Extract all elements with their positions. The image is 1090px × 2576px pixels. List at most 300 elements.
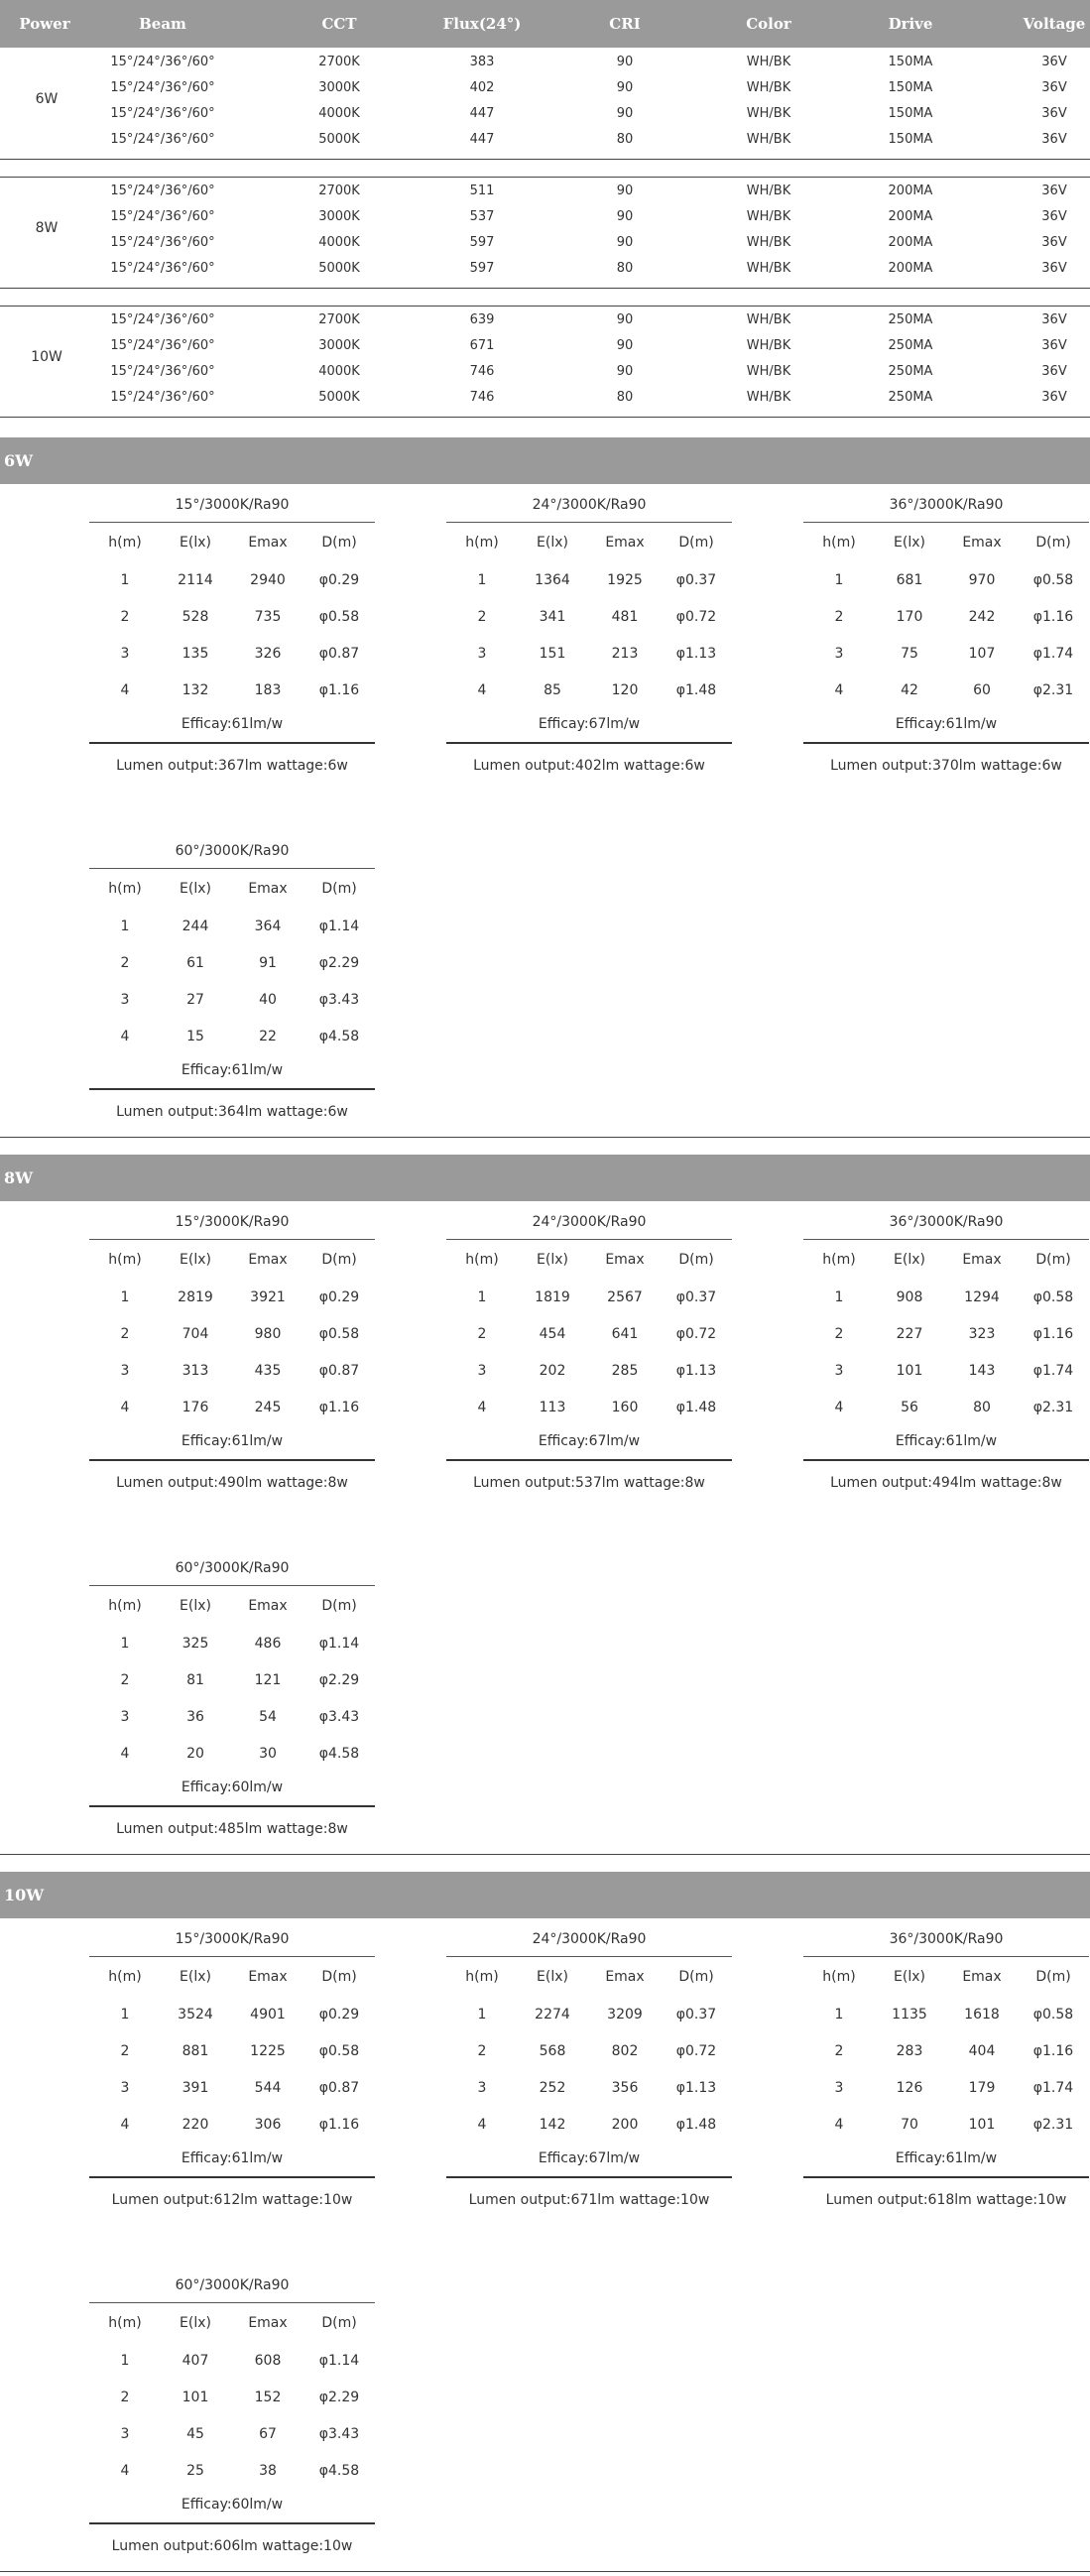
spec-cell-drive: 150MA xyxy=(888,80,933,95)
spec-cell-cct: 2700K xyxy=(318,312,360,327)
cell-emax: 152 xyxy=(254,2390,282,2405)
spec-cell-cri: 80 xyxy=(616,261,634,276)
table-row xyxy=(803,1353,1089,1389)
card-title-rule xyxy=(803,1956,1089,1957)
table-row xyxy=(446,562,732,598)
card-bottom-rule xyxy=(89,742,375,744)
spec-cell-color: WH/BK xyxy=(746,261,791,276)
cell-illuminance: 113 xyxy=(539,1400,566,1415)
spec-cell-beam: 15°/24°/36°/60° xyxy=(110,312,215,327)
column-header-height: h(m) xyxy=(822,535,856,551)
table-row xyxy=(89,1736,375,1772)
cell-height: 2 xyxy=(834,609,844,625)
table-row xyxy=(89,1626,375,1661)
column-header-illuminance: E(lx) xyxy=(180,881,211,897)
table-row xyxy=(446,1316,732,1352)
cell-illuminance: 36 xyxy=(186,1709,204,1725)
spec-cell-color: WH/BK xyxy=(746,235,791,250)
cell-illuminance: 101 xyxy=(896,1363,923,1379)
cell-illuminance: 132 xyxy=(182,682,209,698)
column-header-diameter: D(m) xyxy=(321,2315,357,2331)
card-bottom-rule xyxy=(89,2522,375,2524)
spec-cell-beam: 15°/24°/36°/60° xyxy=(110,338,215,353)
card-bottom-rule xyxy=(89,1459,375,1461)
spec-cell-drive: 150MA xyxy=(888,55,933,69)
column-header-illuminance: E(lx) xyxy=(537,1969,568,1985)
card-bottom-rule xyxy=(89,1088,375,1090)
photometric-card xyxy=(803,491,1089,789)
column-header-illuminance: E(lx) xyxy=(537,1252,568,1268)
spec-cell-cri: 90 xyxy=(616,312,634,327)
table-row xyxy=(89,1390,375,1425)
card-efficacy: Efficay:67lm/w xyxy=(538,1433,641,1449)
cell-illuminance: 454 xyxy=(539,1326,566,1342)
spec-cell-cct: 3000K xyxy=(318,80,360,95)
spec-group-10w xyxy=(0,306,1090,417)
cell-emax: 608 xyxy=(254,2353,282,2369)
header-drive: Drive xyxy=(888,15,933,33)
card-bottom-rule xyxy=(803,742,1089,744)
cell-height: 3 xyxy=(120,1709,130,1725)
spec-cell-cct: 4000K xyxy=(318,106,360,121)
cell-emax: 121 xyxy=(254,1672,282,1688)
card-lumen-output: Lumen output:402lm wattage:6w xyxy=(473,758,705,774)
card-header-row xyxy=(803,525,1089,560)
cell-height: 1 xyxy=(120,572,130,588)
table-row xyxy=(89,2453,375,2489)
cell-height: 1 xyxy=(834,572,844,588)
cell-illuminance: 151 xyxy=(539,646,566,662)
column-header-height: h(m) xyxy=(108,1252,142,1268)
section-bottom-rule xyxy=(0,1854,1090,1855)
column-header-illuminance: E(lx) xyxy=(180,535,211,551)
cell-height: 2 xyxy=(120,955,130,971)
cell-height: 2 xyxy=(834,1326,844,1342)
card-efficacy: Efficay:60lm/w xyxy=(181,2497,284,2513)
cell-diameter: φ1.16 xyxy=(1032,1326,1074,1342)
photometric-card xyxy=(803,1925,1089,2223)
cell-emax: 38 xyxy=(259,2463,277,2479)
section-title: 8W xyxy=(4,1168,34,1187)
cell-emax: 101 xyxy=(968,2117,996,2133)
spec-cell-cct: 4000K xyxy=(318,364,360,379)
cell-illuminance: 407 xyxy=(182,2353,209,2369)
card-lumen-output: Lumen output:537lm wattage:8w xyxy=(473,1475,705,1491)
spec-cell-flux: 746 xyxy=(469,364,495,379)
card-header-row xyxy=(803,1959,1089,1995)
cell-emax: 120 xyxy=(611,682,639,698)
cell-illuminance: 202 xyxy=(539,1363,566,1379)
card-efficacy: Efficay:67lm/w xyxy=(538,2150,641,2166)
column-header-diameter: D(m) xyxy=(321,1252,357,1268)
spec-cell-beam: 15°/24°/36°/60° xyxy=(110,55,215,69)
cell-diameter: φ1.13 xyxy=(675,646,717,662)
spec-table xyxy=(0,0,1090,427)
cell-height: 3 xyxy=(477,2080,487,2096)
cell-height: 2 xyxy=(120,2043,130,2059)
cell-height: 1 xyxy=(120,2007,130,2023)
table-row xyxy=(89,982,375,1018)
cell-diameter: φ1.16 xyxy=(1032,2043,1074,2059)
cell-height: 3 xyxy=(477,1363,487,1379)
spec-divider xyxy=(0,177,1090,178)
card-title: 60°/3000K/Ra90 xyxy=(175,2277,290,2293)
cell-diameter: φ1.48 xyxy=(675,2117,717,2133)
spec-divider xyxy=(0,288,1090,289)
cell-diameter: φ0.29 xyxy=(318,1289,360,1305)
cell-illuminance: 1364 xyxy=(535,572,570,588)
photometric-card xyxy=(446,1208,732,1506)
cell-illuminance: 170 xyxy=(896,609,923,625)
cell-emax: 1925 xyxy=(607,572,643,588)
spec-cell-beam: 15°/24°/36°/60° xyxy=(110,235,215,250)
spec-cell-voltage: 36V xyxy=(1041,55,1067,69)
cell-height: 4 xyxy=(120,682,130,698)
cell-diameter: φ1.14 xyxy=(318,1636,360,1652)
column-header-diameter: D(m) xyxy=(321,881,357,897)
card-title-rule xyxy=(446,1956,732,1957)
card-title-rule xyxy=(446,522,732,523)
column-header-emax: Emax xyxy=(248,2315,288,2331)
cell-diameter: φ1.16 xyxy=(318,682,360,698)
cell-emax: 91 xyxy=(259,955,277,971)
column-header-height: h(m) xyxy=(822,1252,856,1268)
header-voltage: Voltage xyxy=(1023,15,1086,33)
cell-height: 3 xyxy=(120,1363,130,1379)
cell-height: 2 xyxy=(120,1326,130,1342)
card-title-rule xyxy=(89,1239,375,1240)
table-row xyxy=(803,2070,1089,2106)
card-lumen-output: Lumen output:485lm wattage:8w xyxy=(116,1821,348,1837)
cell-height: 4 xyxy=(477,2117,487,2133)
cell-height: 1 xyxy=(120,1289,130,1305)
spec-cell-cct: 2700K xyxy=(318,55,360,69)
cell-emax: 60 xyxy=(973,682,991,698)
table-row xyxy=(446,599,732,635)
spec-cell-cri: 90 xyxy=(616,184,634,198)
card-header-row xyxy=(89,871,375,907)
spec-cell-cri: 90 xyxy=(616,235,634,250)
cell-emax: 183 xyxy=(254,682,282,698)
card-header-row xyxy=(446,525,732,560)
cell-diameter: φ0.87 xyxy=(318,1363,360,1379)
section-10w xyxy=(0,1872,1090,2576)
cell-emax: 40 xyxy=(259,992,277,1008)
cell-height: 2 xyxy=(477,2043,487,2059)
spec-group-8w xyxy=(0,177,1090,288)
cell-diameter: φ1.13 xyxy=(675,2080,717,2096)
spec-cell-voltage: 36V xyxy=(1041,132,1067,147)
cell-diameter: φ1.74 xyxy=(1032,2080,1074,2096)
spec-cell-beam: 15°/24°/36°/60° xyxy=(110,184,215,198)
cell-height: 1 xyxy=(120,1636,130,1652)
spec-cell-voltage: 36V xyxy=(1041,364,1067,379)
table-row xyxy=(89,599,375,635)
photometric-card xyxy=(89,491,375,789)
table-row xyxy=(803,562,1089,598)
header-power: Power xyxy=(19,15,70,33)
cell-emax: 30 xyxy=(259,1746,277,1762)
spec-divider xyxy=(0,159,1090,160)
cell-emax: 80 xyxy=(973,1400,991,1415)
cell-illuminance: 220 xyxy=(182,2117,209,2133)
column-header-diameter: D(m) xyxy=(1035,1969,1071,1985)
section-8w xyxy=(0,1155,1090,1859)
cell-emax: 245 xyxy=(254,1400,282,1415)
spec-cell-drive: 250MA xyxy=(888,390,933,405)
cell-emax: 3921 xyxy=(250,1289,286,1305)
card-title: 24°/3000K/Ra90 xyxy=(532,497,647,513)
card-lumen-output: Lumen output:364lm wattage:6w xyxy=(116,1104,348,1120)
card-lumen-output: Lumen output:370lm wattage:6w xyxy=(830,758,1062,774)
spec-cell-color: WH/BK xyxy=(746,209,791,224)
table-row xyxy=(89,2416,375,2452)
cell-height: 2 xyxy=(120,2390,130,2405)
cell-height: 3 xyxy=(120,2080,130,2096)
cell-illuminance: 27 xyxy=(186,992,204,1008)
cell-illuminance: 341 xyxy=(539,609,566,625)
card-lumen-output: Lumen output:367lm wattage:6w xyxy=(116,758,348,774)
cell-diameter: φ1.16 xyxy=(318,1400,360,1415)
cell-illuminance: 908 xyxy=(896,1289,923,1305)
column-header-illuminance: E(lx) xyxy=(894,535,925,551)
card-lumen-output: Lumen output:494lm wattage:8w xyxy=(830,1475,1062,1491)
column-header-height: h(m) xyxy=(108,2315,142,2331)
card-header-row xyxy=(89,1959,375,1995)
table-row xyxy=(89,1699,375,1735)
cell-height: 4 xyxy=(477,1400,487,1415)
cell-emax: 160 xyxy=(611,1400,639,1415)
column-header-diameter: D(m) xyxy=(678,535,714,551)
photometric-card xyxy=(446,1925,732,2223)
column-header-diameter: D(m) xyxy=(1035,1252,1071,1268)
card-header-row xyxy=(446,1959,732,1995)
cell-height: 4 xyxy=(120,1400,130,1415)
table-row xyxy=(803,636,1089,672)
spec-cell-voltage: 36V xyxy=(1041,261,1067,276)
spec-cell-beam: 15°/24°/36°/60° xyxy=(110,364,215,379)
header-flux: Flux(24°) xyxy=(442,15,522,33)
cell-height: 4 xyxy=(120,2117,130,2133)
cell-height: 4 xyxy=(477,682,487,698)
card-efficacy: Efficay:61lm/w xyxy=(181,2150,284,2166)
cell-diameter: φ1.74 xyxy=(1032,646,1074,662)
cell-illuminance: 2114 xyxy=(178,572,213,588)
spec-cell-voltage: 36V xyxy=(1041,312,1067,327)
cell-emax: 802 xyxy=(611,2043,639,2059)
column-header-illuminance: E(lx) xyxy=(180,1969,211,1985)
cell-diameter: φ0.58 xyxy=(318,2043,360,2059)
section-bottom-rule xyxy=(0,1137,1090,1138)
cell-height: 3 xyxy=(477,646,487,662)
card-title-rule xyxy=(446,1239,732,1240)
cell-height: 2 xyxy=(834,2043,844,2059)
photometric-card xyxy=(89,1925,375,2223)
spec-cell-cri: 90 xyxy=(616,209,634,224)
cell-emax: 323 xyxy=(968,1326,996,1342)
cell-height: 2 xyxy=(477,1326,487,1342)
spec-cell-cri: 90 xyxy=(616,338,634,353)
cell-emax: 285 xyxy=(611,1363,639,1379)
header-cri: CRI xyxy=(609,15,641,33)
cell-diameter: φ2.31 xyxy=(1032,1400,1074,1415)
table-row xyxy=(446,2070,732,2106)
cell-illuminance: 70 xyxy=(901,2117,918,2133)
cell-diameter: φ2.29 xyxy=(318,2390,360,2405)
cell-height: 1 xyxy=(477,572,487,588)
cell-diameter: φ2.29 xyxy=(318,955,360,971)
cell-emax: 1294 xyxy=(964,1289,1000,1305)
cell-illuminance: 135 xyxy=(182,646,209,662)
cell-emax: 22 xyxy=(259,1029,277,1044)
column-header-emax: Emax xyxy=(248,881,288,897)
card-lumen-output: Lumen output:490lm wattage:8w xyxy=(116,1475,348,1491)
cell-height: 4 xyxy=(834,1400,844,1415)
card-bottom-rule xyxy=(803,1459,1089,1461)
spec-cell-color: WH/BK xyxy=(746,106,791,121)
column-header-height: h(m) xyxy=(108,881,142,897)
spec-cell-cri: 80 xyxy=(616,390,634,405)
cell-illuminance: 20 xyxy=(186,1746,204,1762)
card-title-rule xyxy=(89,2302,375,2303)
table-row xyxy=(89,673,375,708)
column-header-illuminance: E(lx) xyxy=(180,2315,211,2331)
spec-cell-cri: 90 xyxy=(616,80,634,95)
table-row xyxy=(803,2033,1089,2069)
spec-cell-cri: 80 xyxy=(616,132,634,147)
column-header-diameter: D(m) xyxy=(321,1969,357,1985)
cell-height: 3 xyxy=(834,646,844,662)
spec-cell-drive: 200MA xyxy=(888,261,933,276)
card-header-row xyxy=(446,1242,732,1278)
card-title: 15°/3000K/Ra90 xyxy=(175,497,290,513)
section-header-bar xyxy=(0,1872,1090,1918)
column-header-illuminance: E(lx) xyxy=(180,1252,211,1268)
column-header-emax: Emax xyxy=(248,535,288,551)
cell-emax: 364 xyxy=(254,919,282,934)
card-bottom-rule xyxy=(89,2176,375,2178)
column-header-illuminance: E(lx) xyxy=(537,535,568,551)
cell-emax: 641 xyxy=(611,1326,639,1342)
cell-illuminance: 81 xyxy=(186,1672,204,1688)
table-row xyxy=(89,2033,375,2069)
cell-illuminance: 313 xyxy=(182,1363,209,1379)
cell-diameter: φ0.58 xyxy=(318,609,360,625)
card-efficacy: Efficay:61lm/w xyxy=(895,2150,998,2166)
photometric-card xyxy=(89,837,375,1135)
cell-diameter: φ0.58 xyxy=(1032,2007,1074,2023)
spec-cell-cct: 3000K xyxy=(318,338,360,353)
cell-diameter: φ0.37 xyxy=(675,572,717,588)
spec-divider xyxy=(0,417,1090,418)
card-title: 15°/3000K/Ra90 xyxy=(175,1214,290,1230)
spec-cell-color: WH/BK xyxy=(746,184,791,198)
cell-height: 3 xyxy=(834,2080,844,2096)
cell-emax: 67 xyxy=(259,2426,277,2442)
table-row xyxy=(89,562,375,598)
cell-height: 1 xyxy=(120,2353,130,2369)
card-lumen-output: Lumen output:606lm wattage:10w xyxy=(111,2538,353,2554)
card-lumen-output: Lumen output:671lm wattage:10w xyxy=(468,2192,710,2208)
table-row xyxy=(89,636,375,672)
cell-illuminance: 2274 xyxy=(535,2007,570,2023)
cell-illuminance: 126 xyxy=(896,2080,923,2096)
cell-diameter: φ4.58 xyxy=(318,2463,360,2479)
column-header-emax: Emax xyxy=(605,1252,645,1268)
cell-height: 1 xyxy=(834,2007,844,2023)
cell-diameter: φ3.43 xyxy=(318,1709,360,1725)
column-header-emax: Emax xyxy=(248,1252,288,1268)
cell-emax: 1225 xyxy=(250,2043,286,2059)
card-title-rule xyxy=(803,1239,1089,1240)
spec-cell-voltage: 36V xyxy=(1041,338,1067,353)
cell-emax: 481 xyxy=(611,609,639,625)
cell-height: 1 xyxy=(834,1289,844,1305)
section-header-bar xyxy=(0,1155,1090,1201)
spec-cell-flux: 671 xyxy=(469,338,495,353)
cell-diameter: φ4.58 xyxy=(318,1746,360,1762)
cell-illuminance: 881 xyxy=(182,2043,209,2059)
card-title: 36°/3000K/Ra90 xyxy=(889,1931,1004,1947)
cell-illuminance: 75 xyxy=(901,646,918,662)
cell-height: 3 xyxy=(834,1363,844,1379)
table-row xyxy=(89,945,375,981)
table-row xyxy=(803,1280,1089,1315)
cell-diameter: φ3.43 xyxy=(318,992,360,1008)
cell-illuminance: 681 xyxy=(896,572,923,588)
section-bottom-rule xyxy=(0,2571,1090,2572)
cell-height: 4 xyxy=(120,1746,130,1762)
cell-emax: 306 xyxy=(254,2117,282,2133)
cell-emax: 143 xyxy=(968,1363,996,1379)
card-title: 24°/3000K/Ra90 xyxy=(532,1931,647,1947)
spec-cell-voltage: 36V xyxy=(1041,235,1067,250)
column-header-emax: Emax xyxy=(248,1969,288,1985)
cell-diameter: φ0.58 xyxy=(1032,1289,1074,1305)
spec-cell-cri: 90 xyxy=(616,106,634,121)
spec-cell-color: WH/BK xyxy=(746,132,791,147)
table-row xyxy=(446,673,732,708)
section-6w xyxy=(0,437,1090,1142)
cell-illuminance: 42 xyxy=(901,682,918,698)
column-header-emax: Emax xyxy=(248,1598,288,1614)
spec-cell-flux: 402 xyxy=(469,80,495,95)
spec-cell-beam: 15°/24°/36°/60° xyxy=(110,390,215,405)
card-bottom-rule xyxy=(446,1459,732,1461)
cell-diameter: φ1.16 xyxy=(318,2117,360,2133)
table-row xyxy=(446,1997,732,2032)
cell-diameter: φ0.29 xyxy=(318,572,360,588)
spec-cell-beam: 15°/24°/36°/60° xyxy=(110,80,215,95)
spec-cell-flux: 447 xyxy=(469,106,495,121)
spec-power-label: 8W xyxy=(35,220,59,236)
column-header-emax: Emax xyxy=(962,1969,1002,1985)
spec-cell-color: WH/BK xyxy=(746,338,791,353)
spec-table-header xyxy=(0,0,1090,48)
column-header-height: h(m) xyxy=(465,1969,499,1985)
cell-diameter: φ2.31 xyxy=(1032,2117,1074,2133)
table-row xyxy=(446,1353,732,1389)
cell-emax: 486 xyxy=(254,1636,282,1652)
column-header-emax: Emax xyxy=(962,535,1002,551)
cell-height: 2 xyxy=(477,609,487,625)
cell-height: 3 xyxy=(120,646,130,662)
column-header-emax: Emax xyxy=(962,1252,1002,1268)
column-header-height: h(m) xyxy=(822,1969,856,1985)
cell-illuminance: 1135 xyxy=(892,2007,927,2023)
cell-diameter: φ1.74 xyxy=(1032,1363,1074,1379)
table-row xyxy=(89,1662,375,1698)
